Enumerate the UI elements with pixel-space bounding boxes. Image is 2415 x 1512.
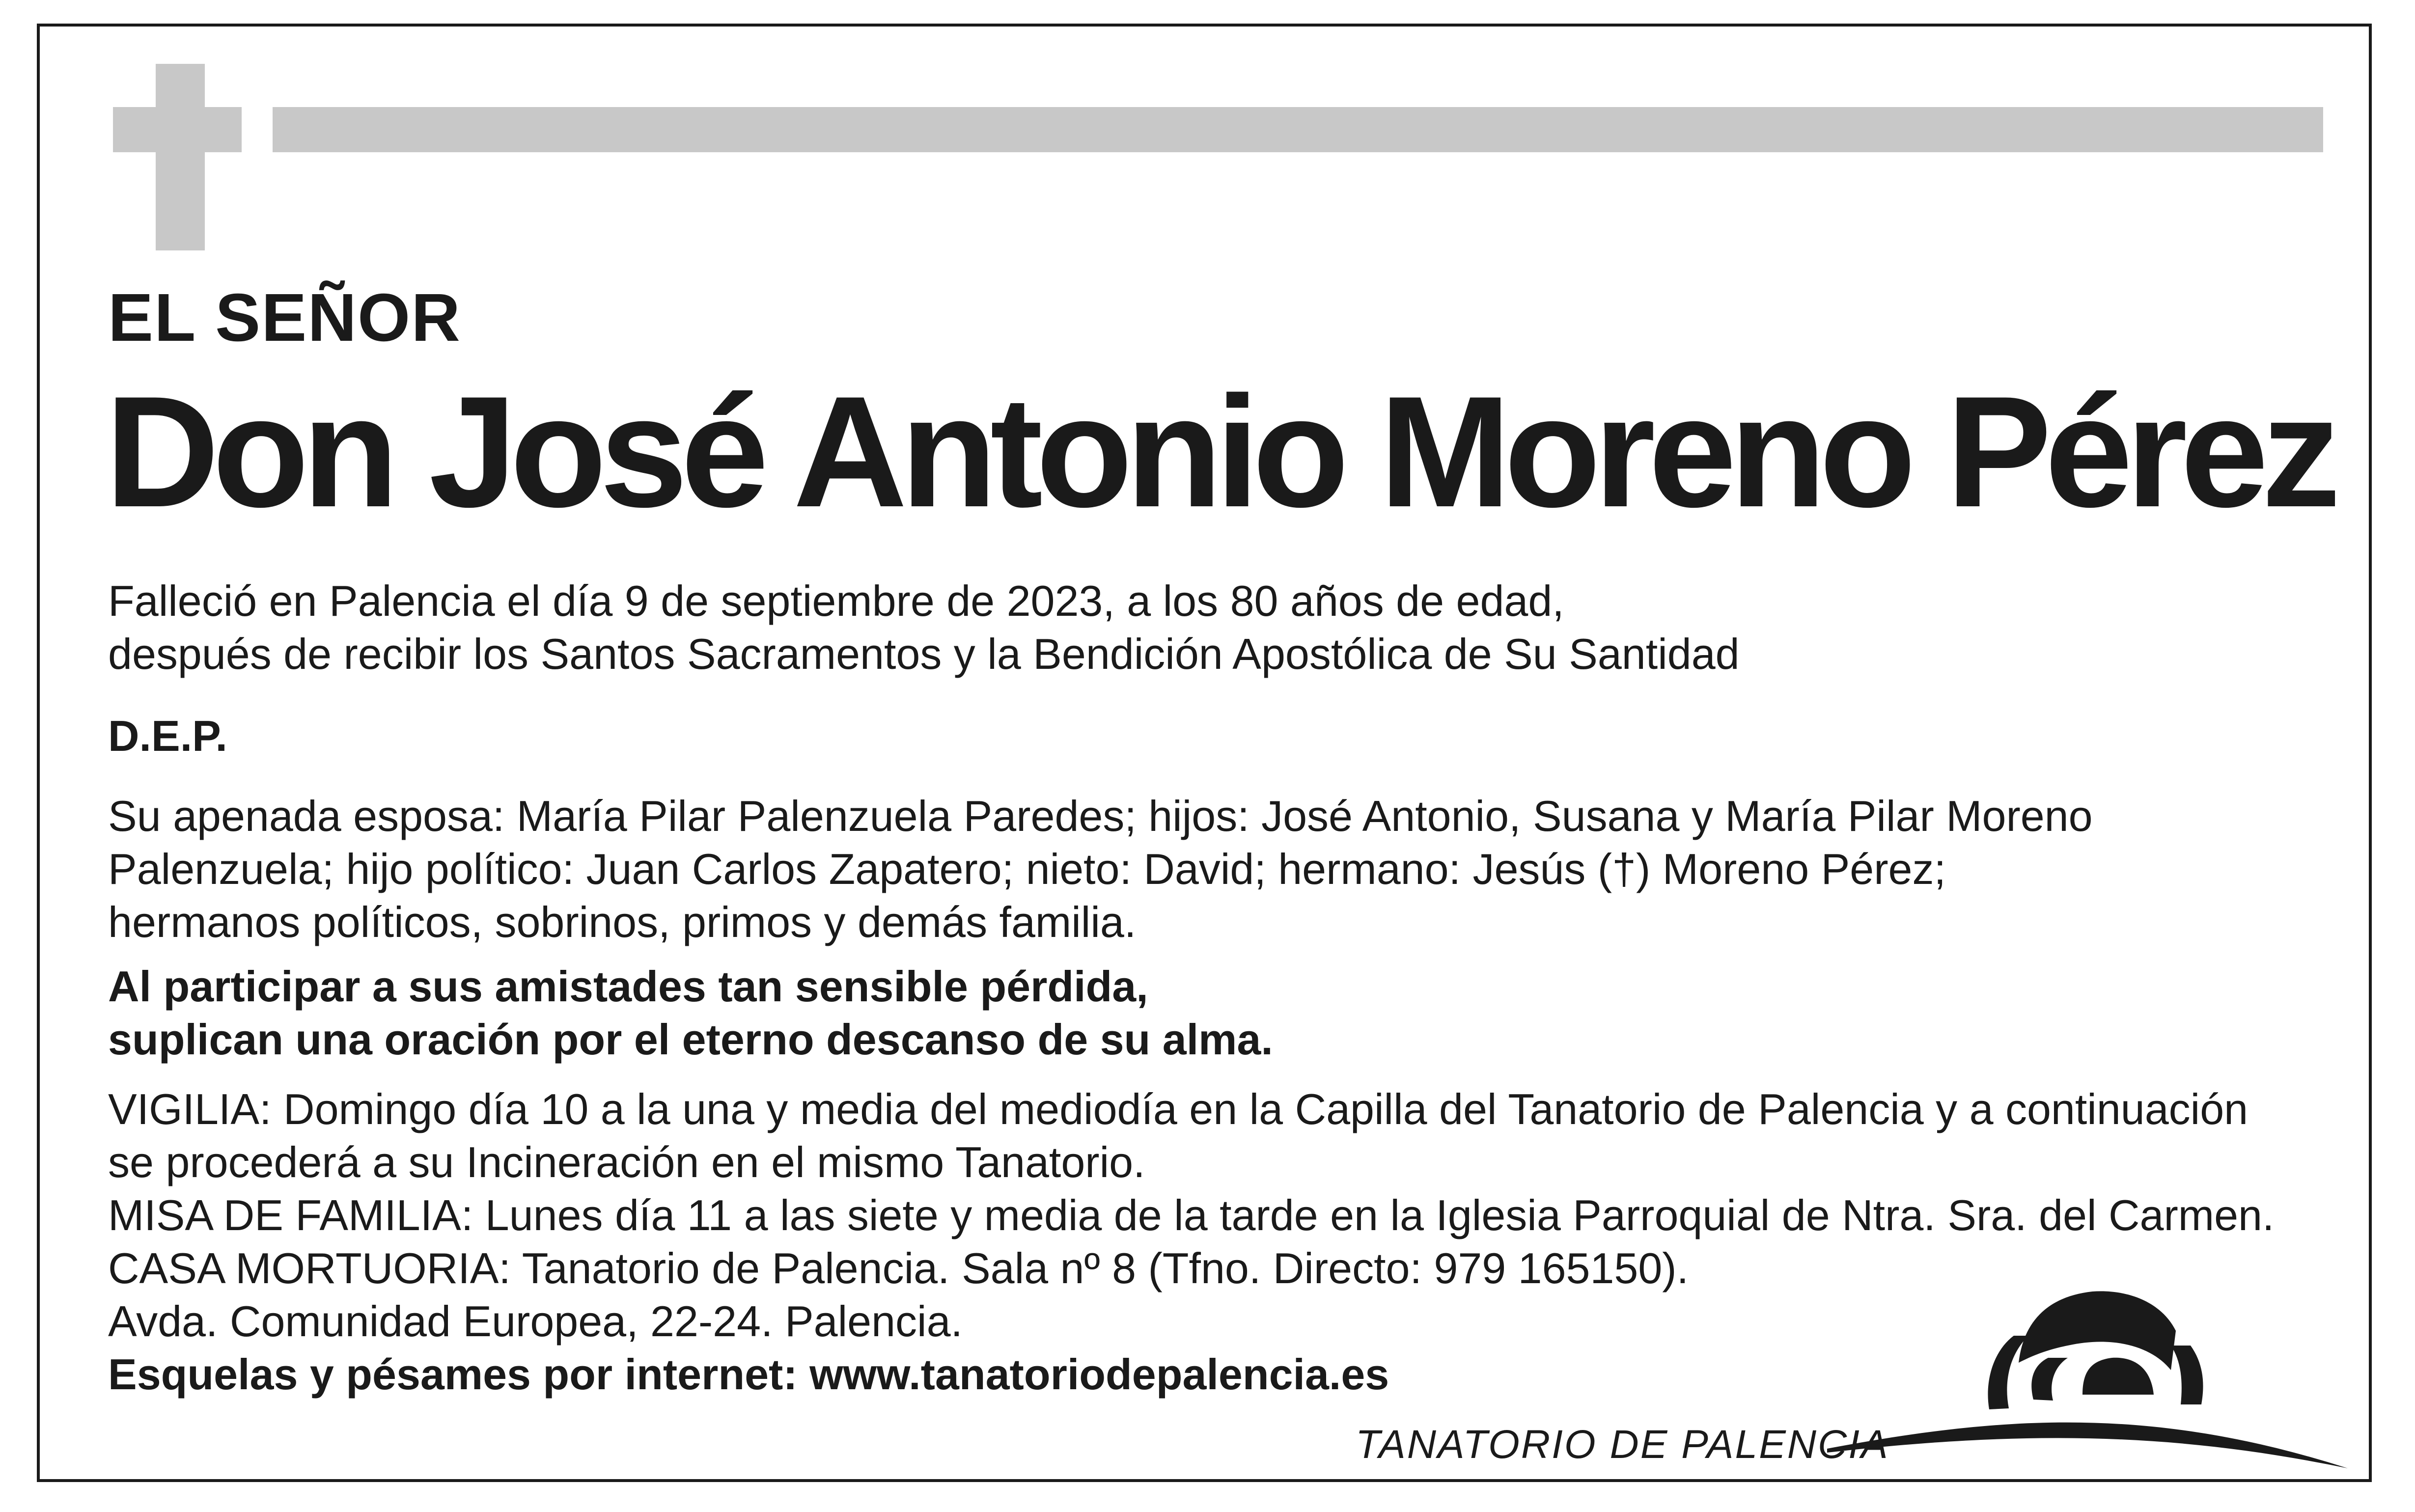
cross-icon-horizontal <box>113 107 242 152</box>
family-list <box>108 790 2093 949</box>
death-notice-line: después de recibir los Santos Sacramentos y la Bendición Apostólica de Su Santidad <box>108 630 1740 678</box>
deceased-name: Don José Antonio Moreno Pérez <box>105 364 2334 540</box>
prayer-request-line: suplican una oración por el eterno descanso de su alma. <box>108 1015 1273 1064</box>
death-notice-line: Falleció en Palencia el día 9 de septiembre de 2023, a los 80 años de edad, <box>108 577 1564 625</box>
family-line: hermanos políticos, sobrinos, primos y demás familia. <box>108 898 1137 946</box>
vigil-info: VIGILIA: Domingo día 10 a la una y media del mediodía en la Capilla del Tanatorio de Palencia y a continuación <box>108 1085 2248 1133</box>
logo-wordmark: TANATORIO DE PALENCIA <box>1356 1422 1889 1467</box>
death-notice <box>108 575 1740 681</box>
prayer-request-line: Al participar a sus amistades tan sensible pérdida, <box>108 962 1148 1011</box>
cross-icon-vertical <box>156 64 205 250</box>
funeral-home-info: CASA MORTUORIA: Tanatorio de Palencia. Sala nº 8 (Tfno. Directo: 979 165150). <box>108 1244 1689 1292</box>
header-divider-bar <box>273 107 2323 152</box>
family-mass-info: MISA DE FAMILIA: Lunes día 11 a las siete y media de la tarde en la Iglesia Parroquial de Ntra. Sra. del Carmen. <box>108 1191 2275 1239</box>
vigil-info: se procederá a su Incineración en el mismo Tanatorio. <box>108 1138 1145 1186</box>
address-info: Avda. Comunidad Europea, 22-24. Palencia. <box>108 1297 963 1346</box>
rip-label: D.E.P. <box>108 712 227 760</box>
prayer-request <box>108 960 1273 1066</box>
family-line: Su apenada esposa: María Pilar Palenzuela Paredes; hijos: José Antonio, Susana y María Pilar Moreno <box>108 792 2093 840</box>
internet-info: Esquelas y pésames por internet: www.tanatoriodepalencia.es <box>108 1350 1389 1399</box>
title-prefix: EL SEÑOR <box>108 280 461 356</box>
family-line: Palenzuela; hijo político: Juan Carlos Zapatero; nieto: David; hermano: Jesús (†) Moreno Pérez; <box>108 845 1946 893</box>
